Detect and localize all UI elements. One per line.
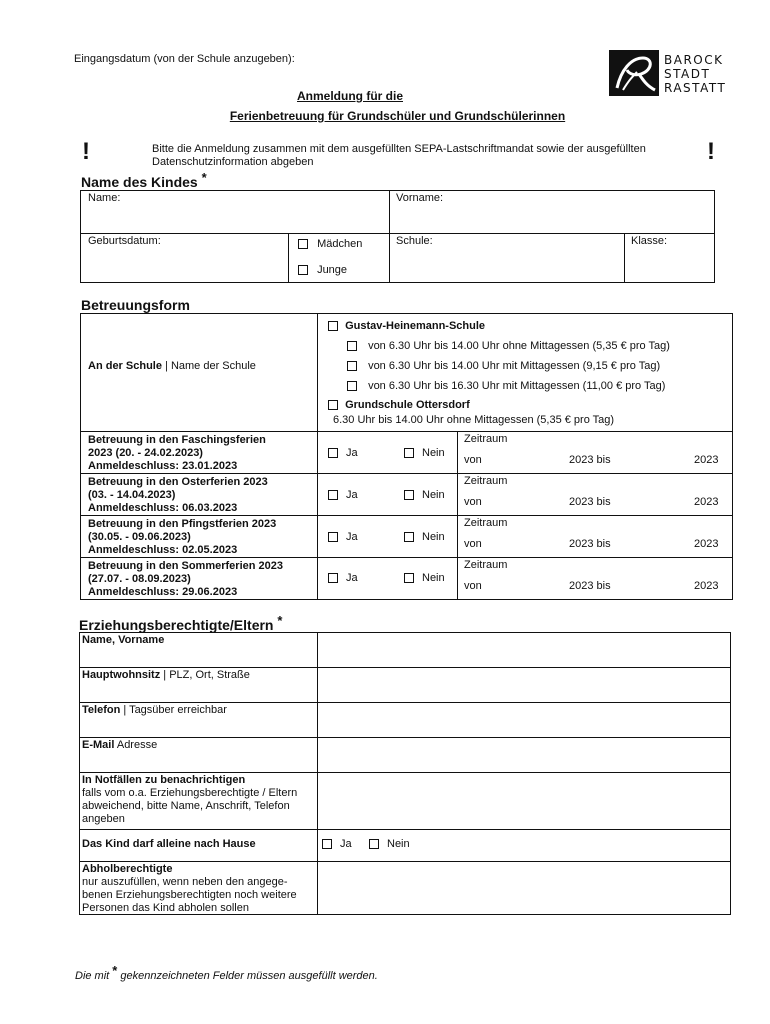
- option-3-checkbox[interactable]: [347, 381, 357, 391]
- year-end-label: 2023: [694, 538, 719, 550]
- school2-option-text: 6.30 Uhr bis 14.00 Uhr ohne Mittagessen (5,35 € pro Tag): [333, 414, 615, 426]
- alleine-ja-checkbox[interactable]: [322, 839, 332, 849]
- abhol-title: Abholberechtigte: [82, 863, 173, 875]
- notice-line-2: Datenschutzinformation abgeben: [152, 156, 314, 168]
- abhol-line: Personen das Kind abholen sollen: [82, 902, 249, 914]
- school1-checkbox[interactable]: [328, 321, 338, 331]
- fasching-bis-field[interactable]: [618, 450, 690, 468]
- ostern-bis-field[interactable]: [618, 492, 690, 510]
- ja-label: Ja: [340, 838, 352, 850]
- telefon-field[interactable]: [319, 704, 729, 735]
- eingangsdatum-label: Eingangsdatum (von der Schule anzugeben):: [74, 53, 295, 65]
- email-rest: Adresse: [114, 739, 158, 751]
- hauptwohnsitz-rest: | PLZ, Ort, Straße: [160, 669, 250, 681]
- option-2[interactable]: [347, 360, 660, 372]
- von-label: von: [464, 580, 482, 592]
- sommer-nein-option[interactable]: [404, 572, 445, 584]
- nein-label: Nein: [422, 572, 445, 584]
- year-end-label: 2023: [694, 454, 719, 466]
- pfingsten-nein-option[interactable]: [404, 531, 445, 543]
- schule-label: Schule:: [396, 235, 433, 247]
- maedchen-option[interactable]: [298, 238, 362, 250]
- year-bis-label: 2023 bis: [569, 580, 611, 592]
- holiday-line: (03. - 14.04.2023): [88, 489, 176, 501]
- zeitraum-label: Zeitraum: [464, 559, 508, 571]
- pfingsten-ja-option[interactable]: [328, 531, 358, 543]
- ja-label: Ja: [346, 531, 358, 543]
- fasching-von-field[interactable]: [485, 450, 565, 468]
- school1-option[interactable]: [328, 320, 485, 332]
- name-vorname-label: Name, Vorname: [82, 634, 165, 646]
- hauptwohnsitz-field[interactable]: [319, 669, 729, 700]
- abhol-line: benen Erziehungsberechtigten noch weitere: [82, 889, 297, 901]
- notfall-line: angeben: [82, 813, 125, 825]
- junge-option[interactable]: [298, 264, 347, 276]
- notice-line-1: Bitte die Anmeldung zusammen mit dem ausgefüllten SEPA-Lastschriftmandat sowie der ausgefüllten: [152, 143, 646, 155]
- ja-label: Ja: [346, 572, 358, 584]
- logo-line-3: RASTATT: [664, 81, 727, 95]
- holiday-line: Betreuung in den Faschingsferien: [88, 434, 266, 446]
- ostern-ja-checkbox[interactable]: [328, 490, 338, 500]
- section-title-child: [81, 170, 207, 190]
- geburtsdatum-label: Geburtsdatum:: [88, 235, 161, 247]
- holiday-line: Anmeldeschluss: 23.01.2023: [88, 460, 238, 472]
- fasching-nein-checkbox[interactable]: [404, 448, 414, 458]
- year-bis-label: 2023 bis: [569, 496, 611, 508]
- junge-checkbox[interactable]: [298, 265, 308, 275]
- logo-line-1: BAROCK: [664, 53, 724, 67]
- hauptwohnsitz-bold: Hauptwohnsitz: [82, 669, 161, 681]
- option-3[interactable]: [347, 380, 665, 392]
- email-bold: E-Mail: [82, 739, 115, 751]
- section-title-betreuung: Betreuungsform: [81, 297, 190, 313]
- klasse-field[interactable]: [626, 249, 713, 281]
- abhol-field[interactable]: [319, 863, 729, 913]
- zeitraum-label: Zeitraum: [464, 517, 508, 529]
- telefon-bold: Telefon: [82, 704, 121, 716]
- required-star: *: [112, 963, 118, 978]
- section-title-parents-text: Erziehungsberechtigte/Eltern: [79, 617, 274, 633]
- von-label: von: [464, 538, 482, 550]
- holiday-label-pfingsten: [88, 518, 276, 557]
- fasching-ja-checkbox[interactable]: [328, 448, 338, 458]
- pfingsten-nein-checkbox[interactable]: [404, 532, 414, 542]
- parent-name-field[interactable]: [319, 634, 729, 665]
- school-label-bold: An der Schule: [88, 360, 162, 372]
- child-vorname-field[interactable]: [391, 205, 713, 231]
- telefon-rest: | Tagsüber erreichbar: [120, 704, 227, 716]
- sommer-ja-checkbox[interactable]: [328, 573, 338, 583]
- year-bis-label: 2023 bis: [569, 454, 611, 466]
- holiday-line: Anmeldeschluss: 02.05.2023: [88, 544, 238, 556]
- alleine-ja-option[interactable]: [322, 838, 352, 850]
- ostern-ja-option[interactable]: [328, 489, 358, 501]
- school-label-rest: | Name der Schule: [161, 360, 256, 372]
- abhol-line: nur auszufüllen, wenn neben den angege-: [82, 876, 288, 888]
- holiday-line: Anmeldeschluss: 29.06.2023: [88, 586, 238, 598]
- nein-label: Nein: [422, 447, 445, 459]
- child-vorname-label: Vorname:: [396, 192, 444, 204]
- sommer-ja-option[interactable]: [328, 572, 358, 584]
- schule-field[interactable]: [391, 249, 622, 281]
- zeitraum-label: Zeitraum: [464, 475, 508, 487]
- notfall-label: [82, 774, 297, 826]
- holiday-label-sommer: [88, 560, 283, 599]
- notfall-line: abweichend, bitte Name, Anschrift, Telefon: [82, 800, 290, 812]
- required-star: *: [277, 613, 283, 628]
- telefon-label: [82, 704, 227, 716]
- exclamation-left-icon: !: [82, 138, 90, 165]
- von-label: von: [464, 454, 482, 466]
- school2-label: Grundschule Ottersdorf: [345, 399, 470, 411]
- page-subtitle: Ferienbetreuung für Grundschüler und Grundschülerinnen: [229, 109, 566, 123]
- option-1[interactable]: [347, 340, 670, 352]
- footer-post: gekennzeichneten Felder müssen ausgefüllt werden.: [117, 970, 378, 982]
- notfall-field[interactable]: [319, 774, 729, 827]
- alleine-nein-option[interactable]: [369, 838, 410, 850]
- pfingsten-von-field[interactable]: [485, 534, 565, 552]
- nein-label: Nein: [422, 489, 445, 501]
- junge-label: Junge: [317, 264, 348, 276]
- maedchen-label: Mädchen: [317, 238, 363, 250]
- logo-line-2: STADT: [664, 67, 711, 81]
- notfall-line: falls vom o.a. Erziehungsberechtigte / Eltern: [82, 787, 298, 799]
- maedchen-checkbox[interactable]: [298, 239, 308, 249]
- fasching-ja-option[interactable]: [328, 447, 358, 459]
- pfingsten-ja-checkbox[interactable]: [328, 532, 338, 542]
- option-1-label: von 6.30 Uhr bis 14.00 Uhr ohne Mittagessen (5,35 € pro Tag): [368, 340, 670, 352]
- hauptwohnsitz-label: [82, 669, 250, 681]
- ja-label: Ja: [346, 489, 358, 501]
- alleine-label: Das Kind darf alleine nach Hause: [82, 838, 256, 850]
- sommer-bis-field[interactable]: [618, 576, 690, 594]
- holiday-line: Betreuung in den Sommerferien 2023: [88, 560, 283, 572]
- holiday-line: Betreuung in den Pfingstferien 2023: [88, 518, 277, 530]
- holiday-label-fasching: [88, 434, 266, 473]
- year-end-label: 2023: [694, 580, 719, 592]
- option-2-checkbox[interactable]: [347, 361, 357, 371]
- option-2-label: von 6.30 Uhr bis 14.00 Uhr mit Mittagessen (9,15 € pro Tag): [368, 360, 661, 372]
- fasching-nein-option[interactable]: [404, 447, 445, 459]
- exclamation-right-icon: !: [707, 138, 715, 165]
- school-row-label: [88, 360, 256, 372]
- sommer-von-field[interactable]: [485, 576, 565, 594]
- geburtsdatum-field[interactable]: [82, 249, 286, 281]
- option-1-checkbox[interactable]: [347, 341, 357, 351]
- email-label: [82, 739, 157, 751]
- nein-label: Nein: [387, 838, 410, 850]
- school1-label: Gustav-Heinemann-Schule: [345, 320, 486, 332]
- ostern-nein-checkbox[interactable]: [404, 490, 414, 500]
- holiday-line: (27.07. - 08.09.2023): [88, 573, 191, 585]
- option-3-label: von 6.30 Uhr bis 16.30 Uhr mit Mittagessen (11,00 € pro Tag): [368, 380, 666, 392]
- holiday-line: 2023 (20. - 24.02.2023): [88, 447, 203, 459]
- school2-checkbox[interactable]: [328, 400, 338, 410]
- sommer-nein-checkbox[interactable]: [404, 573, 414, 583]
- ja-label: Ja: [346, 447, 358, 459]
- child-name-label: Name:: [88, 192, 121, 204]
- notice-text: [152, 143, 646, 169]
- ostern-nein-option[interactable]: [404, 489, 445, 501]
- notfall-title: In Notfällen zu benachrichtigen: [82, 774, 246, 786]
- holiday-line: Betreuung in den Osterferien 2023: [88, 476, 268, 488]
- pfingsten-bis-field[interactable]: [618, 534, 690, 552]
- nein-label: Nein: [422, 531, 445, 543]
- holiday-line: Anmeldeschluss: 06.03.2023: [88, 502, 238, 514]
- zeitraum-label: Zeitraum: [464, 433, 508, 445]
- klasse-label: Klasse:: [631, 235, 668, 247]
- section-title-parents: [79, 613, 283, 633]
- year-bis-label: 2023 bis: [569, 538, 611, 550]
- footer-note: [75, 963, 378, 982]
- section-title-child-text: Name des Kindes: [81, 174, 198, 190]
- footer-pre: Die mit: [75, 970, 113, 982]
- child-name-field[interactable]: [82, 205, 387, 231]
- ostern-von-field[interactable]: [485, 492, 565, 510]
- von-label: von: [464, 496, 482, 508]
- year-end-label: 2023: [694, 496, 719, 508]
- abhol-label: [82, 863, 297, 915]
- page-title: Anmeldung für die: [297, 89, 403, 103]
- email-field[interactable]: [319, 739, 729, 770]
- holiday-label-ostern: [88, 476, 268, 515]
- holiday-line: (30.05. - 09.06.2023): [88, 531, 191, 543]
- required-star: *: [201, 170, 207, 185]
- alleine-nein-checkbox[interactable]: [369, 839, 379, 849]
- school2-option[interactable]: [328, 399, 470, 411]
